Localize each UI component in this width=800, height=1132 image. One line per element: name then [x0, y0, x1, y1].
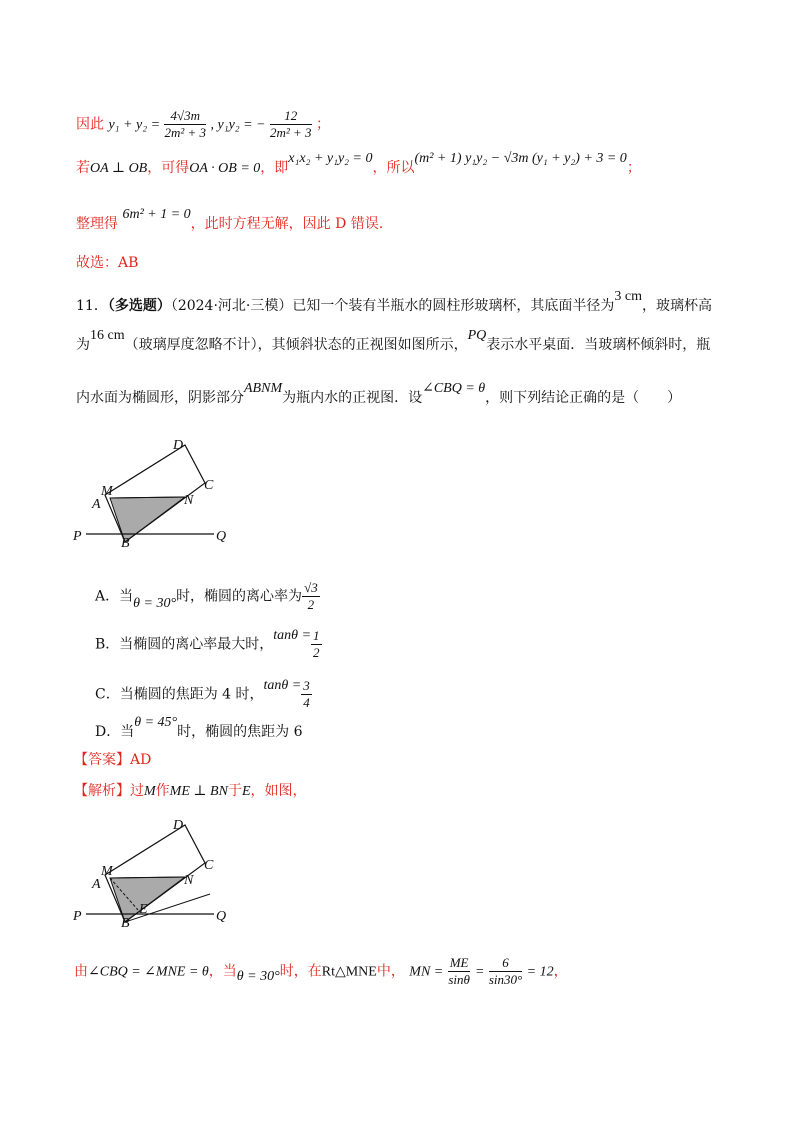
formula: Rt△MNE [321, 964, 377, 980]
label-p: P [73, 529, 82, 544]
label-p: P [73, 909, 82, 924]
solution-line-2 [76, 151, 641, 179]
numerator: 4√3m [164, 108, 206, 125]
option-label: C．当椭圆的焦距为 4 时， [95, 686, 264, 703]
label-c: C [204, 858, 214, 873]
formula: ∠CBQ = ∠MNE = θ [88, 964, 209, 980]
denominator: 2 [313, 645, 320, 660]
option-label: B．当椭圆的离心率最大时， [95, 636, 274, 653]
tilted-cup-figure [70, 435, 260, 550]
text: ，玻璃杯高 [641, 298, 712, 314]
fraction [301, 678, 312, 711]
option-d [95, 715, 303, 743]
text: ， [553, 963, 568, 980]
solution-last-line [74, 955, 568, 988]
text: 过 [130, 783, 144, 799]
formula: = [474, 964, 485, 980]
vector-formula: OA · OB = 0 [189, 161, 261, 176]
fraction [270, 108, 312, 141]
label-n: N [184, 493, 194, 508]
label-d: D [173, 818, 184, 833]
text: 若 [76, 160, 90, 176]
option-c [95, 678, 312, 711]
text: ； [626, 160, 641, 176]
question-line-1 [76, 289, 712, 317]
formula: ∠CBQ = θ [422, 381, 486, 396]
final-answer: 故选：AB [76, 255, 139, 271]
text: 为瓶内水的正视图．设 [282, 390, 423, 406]
option-text: 时，椭圆的焦距为 6 [177, 724, 303, 740]
formula: OA ⊥ OB [90, 161, 148, 176]
question-line-2 [76, 328, 711, 356]
formula: x₁x₂ + y₁y₂ = 0 [288, 151, 373, 166]
option-b [95, 628, 322, 661]
answer-tag: 【答案】 [74, 752, 130, 768]
fraction [311, 628, 322, 661]
denominator: 2m² + 3 [164, 125, 207, 140]
label-n: N [184, 873, 194, 888]
numerator: √3 [304, 580, 318, 595]
numerator: 6 [489, 955, 522, 972]
text: 为 [76, 337, 90, 353]
fraction [164, 108, 206, 141]
label-m: M [101, 864, 113, 879]
formula: E [241, 784, 251, 799]
text: 时，在 [279, 963, 322, 980]
denominator: 4 [303, 695, 310, 710]
answer-value: AD [130, 752, 152, 768]
formula: θ = 45° [134, 715, 178, 730]
text: ，所以 [372, 160, 415, 176]
formula: (m² + 1) y₁y₂ − √3m (y₁ + y₂) + 3 = 0 [414, 151, 627, 166]
tilted-cup-figure-with-e [70, 815, 260, 930]
question-number: 11． [76, 298, 108, 314]
label-q: Q [216, 909, 227, 924]
formula: tanθ = [263, 677, 302, 693]
radius-value: 3 cm [614, 289, 642, 304]
label-b: B [121, 916, 130, 930]
denominator: sinθ [448, 972, 470, 987]
solution-line-3 [76, 207, 384, 235]
formula: ME ⊥ BN [169, 784, 228, 799]
fraction [302, 580, 320, 613]
text: 由 [74, 963, 88, 980]
analysis-line [74, 781, 307, 802]
solution-line-4 [76, 253, 138, 273]
text: 已知一个装有半瓶水的圆柱形玻璃杯，其底面半径为 [292, 298, 615, 314]
denominator: sin30° [488, 972, 523, 987]
fraction [448, 955, 471, 988]
text: ； [316, 116, 331, 133]
formula: tanθ = [273, 627, 312, 643]
text: （玻璃厚度忽略不计），其倾斜状态的正视图如图所示， [124, 337, 468, 353]
text: ，当 [208, 963, 237, 980]
text: 作 [155, 783, 170, 799]
formula: y₁ + y₂ = [108, 117, 161, 133]
text: ，则下列结论正确的是（ ） [485, 390, 682, 406]
numerator: 12 [270, 108, 312, 125]
text: ，即 [260, 160, 289, 176]
option-a [95, 580, 320, 613]
formula: θ = 30° [133, 595, 177, 611]
formula: M [144, 784, 156, 799]
label-b: B [121, 536, 130, 550]
text: 整理得 [76, 216, 118, 232]
numerator: 3 [303, 678, 310, 693]
denominator: 2m² + 3 [270, 125, 312, 140]
label-q: Q [216, 529, 227, 544]
label-m: M [101, 484, 113, 499]
formula: ABNM [244, 381, 283, 396]
label-e: E [139, 902, 148, 917]
option-text: 时，椭圆的离心率为 [176, 588, 303, 605]
label-a: A [92, 877, 101, 892]
solution-line-1 [76, 108, 330, 141]
text: ，此时方程无解，因此 D 错误. [190, 216, 384, 232]
formula: MN = [409, 964, 444, 980]
height-value: 16 cm [90, 328, 125, 343]
formula: = 12 [526, 964, 554, 980]
label-c: C [204, 478, 214, 493]
formula: , y₁y₂ = − [210, 117, 266, 133]
question-type: （多选题） [107, 298, 171, 314]
option-label: A．当 [95, 588, 134, 605]
formula: PQ [467, 328, 487, 343]
text: ，如图， [250, 783, 307, 799]
label-d: D [173, 438, 184, 453]
analysis-tag: 【解析】 [74, 783, 130, 799]
text: 因此 [76, 116, 104, 133]
question-line-3 [76, 381, 682, 409]
denominator: 2 [307, 597, 315, 612]
label-a: A [92, 497, 101, 512]
option-label: D．当 [95, 724, 135, 740]
question-source: （2024·河北·三模） [170, 298, 293, 314]
text: ，可得 [147, 160, 190, 176]
fraction [489, 955, 522, 988]
text: 表示水平桌面．当玻璃杯倾斜时，瓶 [486, 337, 711, 353]
answer-line [74, 750, 151, 770]
formula: θ = 30° [236, 968, 280, 984]
numerator: 1 [313, 628, 320, 643]
formula: 6m² + 1 = 0 [122, 207, 191, 222]
text: 内水面为椭圆形，阴影部分 [76, 390, 244, 406]
numerator: ME [449, 955, 469, 970]
text: 于 [227, 783, 242, 799]
text: 中， [376, 963, 405, 980]
